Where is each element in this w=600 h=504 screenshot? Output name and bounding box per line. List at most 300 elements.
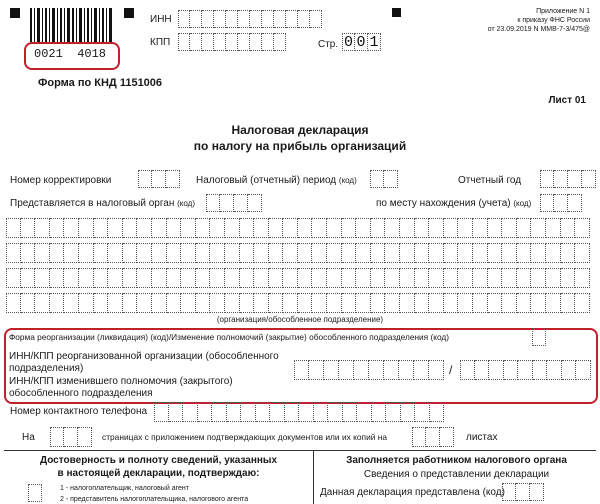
form-cell[interactable] (250, 33, 262, 51)
form-cell[interactable] (314, 402, 329, 422)
form-cell[interactable] (198, 402, 213, 422)
form-cell[interactable] (554, 194, 568, 212)
reorg-inn-cells[interactable] (294, 360, 444, 380)
correction-number-label: Номер корректировки (10, 175, 112, 186)
form-cell[interactable] (6, 243, 21, 263)
form-cell[interactable] (190, 10, 202, 28)
form-cell[interactable] (429, 218, 444, 238)
form-cell[interactable] (79, 243, 94, 263)
form-cell[interactable] (458, 268, 473, 288)
form-cell[interactable] (356, 243, 371, 263)
form-cell[interactable] (561, 293, 576, 313)
form-cell[interactable] (169, 402, 184, 422)
form-cell[interactable] (324, 360, 339, 380)
form-cell[interactable] (50, 427, 64, 447)
form-cell[interactable] (196, 293, 211, 313)
form-cell[interactable] (226, 33, 238, 51)
form-cell[interactable] (50, 293, 65, 313)
form-cell[interactable] (533, 360, 548, 380)
form-cell[interactable] (137, 293, 152, 313)
form-cell[interactable] (518, 360, 533, 380)
form-cell[interactable] (444, 268, 459, 288)
form-cell[interactable] (181, 218, 196, 238)
form-cell[interactable] (312, 293, 327, 313)
form-cell[interactable] (475, 360, 490, 380)
form-cell[interactable] (444, 243, 459, 263)
form-cell[interactable] (167, 218, 182, 238)
reporting-year-label: Отчетный год (458, 175, 522, 186)
form-cell[interactable] (400, 243, 415, 263)
form-cell[interactable] (181, 268, 196, 288)
form-cell[interactable] (415, 268, 430, 288)
form-cell[interactable] (283, 268, 298, 288)
phone-label: Номер контактного телефона (10, 406, 148, 417)
form-cell[interactable] (531, 268, 546, 288)
form-cell[interactable] (371, 218, 386, 238)
form-cell[interactable] (6, 293, 21, 313)
pages-prefix: На (22, 432, 35, 443)
form-cell[interactable] (152, 268, 167, 288)
form-cell[interactable] (547, 360, 562, 380)
form-cell[interactable] (517, 243, 532, 263)
form-cell[interactable] (196, 268, 211, 288)
form-cell[interactable] (562, 360, 577, 380)
tax-period-cells[interactable] (370, 170, 398, 188)
form-cell[interactable] (94, 268, 109, 288)
form-cell[interactable] (444, 218, 459, 238)
form-cell[interactable] (35, 268, 50, 288)
form-cell[interactable] (342, 268, 357, 288)
form-cell[interactable] (238, 33, 250, 51)
form-cell[interactable] (196, 243, 211, 263)
form-cell[interactable] (166, 170, 180, 188)
form-cell[interactable] (384, 360, 399, 380)
org-caption: (организация/обособленное подразделение) (216, 315, 384, 324)
form-cell[interactable] (269, 293, 284, 313)
form-cell[interactable] (531, 218, 546, 238)
form-cell[interactable] (354, 360, 369, 380)
form-cell[interactable] (488, 293, 503, 313)
form-cell[interactable] (546, 293, 561, 313)
form-cell[interactable] (415, 402, 430, 422)
form-cell[interactable] (21, 293, 36, 313)
form-cell[interactable] (298, 218, 313, 238)
form-cell[interactable] (240, 268, 255, 288)
form-cell[interactable] (415, 218, 430, 238)
form-cell[interactable] (400, 293, 415, 313)
form-cell[interactable] (430, 402, 445, 422)
form-cell[interactable] (283, 243, 298, 263)
form-cell[interactable] (254, 218, 269, 238)
tax-authority-code: (код) (177, 199, 195, 208)
authority-section-subtitle: Сведения о представлении декларации (363, 469, 550, 480)
inn-cells[interactable] (178, 10, 322, 28)
form-cell[interactable] (262, 33, 274, 51)
form-cell[interactable] (138, 170, 152, 188)
form-cell[interactable] (298, 10, 310, 28)
form-cell[interactable] (270, 402, 285, 422)
form-cell[interactable] (64, 427, 78, 447)
org-name-row-3[interactable] (6, 268, 590, 288)
form-cell[interactable] (274, 10, 286, 28)
form-cell[interactable] (540, 170, 554, 188)
form-cell[interactable] (210, 243, 225, 263)
changed-inn-label-2: обособленного подразделения (9, 388, 153, 399)
form-cell[interactable] (384, 170, 398, 188)
form-cell[interactable] (35, 218, 50, 238)
form-cell[interactable] (214, 10, 226, 28)
form-cell[interactable] (254, 268, 269, 288)
form-cell[interactable] (546, 218, 561, 238)
form-cell[interactable] (167, 243, 182, 263)
form-cell[interactable] (444, 293, 459, 313)
form-cell[interactable] (356, 268, 371, 288)
form-cell[interactable] (210, 218, 225, 238)
form-cell[interactable] (64, 218, 79, 238)
form-cell[interactable] (342, 243, 357, 263)
form-cell[interactable] (210, 293, 225, 313)
form-cell[interactable] (137, 268, 152, 288)
form-cell[interactable] (35, 293, 50, 313)
form-cell[interactable] (21, 218, 36, 238)
form-cell[interactable] (206, 194, 220, 212)
form-cell[interactable] (123, 293, 138, 313)
form-cell[interactable] (274, 33, 286, 51)
form-cell[interactable] (154, 402, 169, 422)
form-cell[interactable] (220, 194, 234, 212)
form-cell[interactable] (517, 218, 532, 238)
page-digit: 0 (355, 33, 368, 51)
form-cell[interactable] (152, 293, 167, 313)
form-cell[interactable] (254, 293, 269, 313)
form-cell[interactable] (568, 170, 582, 188)
inn-kpp-separator: / (449, 363, 453, 377)
form-cell[interactable] (473, 218, 488, 238)
form-cell[interactable] (561, 268, 576, 288)
form-cell[interactable] (6, 268, 21, 288)
form-cell[interactable] (502, 293, 517, 313)
form-cell[interactable] (327, 218, 342, 238)
form-cell[interactable] (298, 268, 313, 288)
tax-period-text: Налоговый (отчетный) период (196, 175, 337, 186)
form-cell[interactable] (504, 360, 519, 380)
pages-cells[interactable] (50, 427, 92, 447)
confirm-type-cell[interactable] (28, 484, 42, 502)
form-cell[interactable] (225, 243, 240, 263)
tax-authority-cells[interactable] (206, 194, 262, 212)
form-cell[interactable] (339, 360, 354, 380)
form-cell[interactable] (79, 268, 94, 288)
form-cell[interactable] (328, 402, 343, 422)
form-cell[interactable] (561, 243, 576, 263)
form-cell[interactable] (312, 243, 327, 263)
form-cell[interactable] (458, 293, 473, 313)
form-cell[interactable] (50, 268, 65, 288)
form-cell[interactable] (356, 293, 371, 313)
form-cell[interactable] (429, 293, 444, 313)
form-cell[interactable] (415, 243, 430, 263)
form-cell[interactable] (370, 170, 384, 188)
form-cell[interactable] (488, 218, 503, 238)
kpp-cells[interactable] (178, 33, 286, 51)
form-cell[interactable] (473, 293, 488, 313)
form-cell[interactable] (473, 243, 488, 263)
confirm-title-1: Достоверность и полноту сведений, указанных (39, 455, 278, 466)
reorg-kpp-cells[interactable] (460, 360, 591, 380)
form-cell[interactable] (214, 33, 226, 51)
form-cell[interactable] (502, 243, 517, 263)
form-cell[interactable] (426, 427, 440, 447)
form-cell[interactable] (369, 360, 384, 380)
kpp-label: КПП (150, 37, 171, 48)
form-cell[interactable] (357, 402, 372, 422)
form-cell[interactable] (530, 483, 544, 501)
form-cell[interactable] (238, 10, 250, 28)
form-cell[interactable] (108, 218, 123, 238)
form-cell[interactable] (50, 243, 65, 263)
form-cell[interactable] (269, 243, 284, 263)
form-cell[interactable] (489, 360, 504, 380)
form-cell[interactable] (225, 293, 240, 313)
form-cell[interactable] (250, 10, 262, 28)
submission-code-cells[interactable] (502, 483, 544, 501)
form-cell[interactable] (262, 10, 274, 28)
form-cell[interactable] (372, 402, 387, 422)
form-cell[interactable] (196, 218, 211, 238)
appendix-line-2: к приказу ФНС России (517, 17, 590, 24)
phone-cells[interactable] (154, 402, 444, 422)
form-cell[interactable] (429, 268, 444, 288)
form-cell[interactable] (356, 218, 371, 238)
form-cell[interactable] (269, 268, 284, 288)
form-cell[interactable] (227, 402, 242, 422)
form-cell[interactable] (108, 293, 123, 313)
form-cell[interactable] (429, 243, 444, 263)
form-cell[interactable] (458, 243, 473, 263)
form-cell[interactable] (386, 402, 401, 422)
form-cell[interactable] (327, 293, 342, 313)
page-number-cells (342, 33, 381, 51)
form-cell[interactable] (385, 218, 400, 238)
form-cell[interactable] (385, 293, 400, 313)
form-cell[interactable] (210, 268, 225, 288)
form-cell[interactable] (414, 360, 429, 380)
form-cell[interactable] (561, 218, 576, 238)
form-cell[interactable] (517, 293, 532, 313)
confirm-option-2: 2 - представитель налогоплательщика, налогового агента (60, 496, 249, 503)
form-cell[interactable] (183, 402, 198, 422)
confirm-option-1: 1 - налогоплательщик, налоговый агент (60, 485, 189, 492)
form-cell[interactable] (181, 243, 196, 263)
form-cell[interactable] (502, 483, 516, 501)
corner-marker-left (10, 8, 20, 18)
form-cell[interactable] (400, 218, 415, 238)
form-cell[interactable] (123, 218, 138, 238)
form-cell[interactable] (167, 293, 182, 313)
form-cell[interactable] (123, 243, 138, 263)
form-cell[interactable] (190, 33, 202, 51)
form-cell[interactable] (516, 483, 530, 501)
reorg-form-label: Форма реорганизации (ликвидация) (код)/Изменение полномочий (закрытие) обособленного подразделения (код) (9, 332, 450, 342)
reorg-form-cell[interactable] (532, 328, 546, 346)
form-cell[interactable] (35, 243, 50, 263)
form-cell[interactable] (517, 268, 532, 288)
form-cell[interactable] (202, 33, 214, 51)
org-name-row-2[interactable] (6, 243, 590, 263)
form-cell[interactable] (298, 293, 313, 313)
org-name-row-1[interactable] (6, 218, 590, 238)
attachments-cells[interactable] (412, 427, 454, 447)
form-cell[interactable] (269, 218, 284, 238)
location-label (376, 199, 531, 209)
form-cell[interactable] (167, 268, 182, 288)
form-cell[interactable] (286, 10, 298, 28)
form-cell[interactable] (241, 402, 256, 422)
form-cell[interactable] (312, 218, 327, 238)
form-cell[interactable] (94, 218, 109, 238)
form-cell[interactable] (225, 218, 240, 238)
form-cell[interactable] (152, 243, 167, 263)
location-cells[interactable] (540, 194, 582, 212)
form-cell[interactable] (108, 243, 123, 263)
form-cell[interactable] (178, 33, 190, 51)
form-cell[interactable] (298, 243, 313, 263)
form-cell[interactable] (371, 243, 386, 263)
form-cell[interactable] (327, 268, 342, 288)
form-cell[interactable] (240, 243, 255, 263)
form-cell[interactable] (371, 268, 386, 288)
form-cell[interactable] (78, 427, 92, 447)
form-cell[interactable] (502, 218, 517, 238)
form-cell[interactable] (385, 268, 400, 288)
form-cell[interactable] (123, 268, 138, 288)
form-cell[interactable] (283, 218, 298, 238)
corner-marker-top-right (392, 8, 401, 17)
changed-inn-label-1: ИНН/КПП изменившего полномочия (закрытого) (9, 376, 233, 387)
form-cell[interactable] (283, 293, 298, 313)
form-cell[interactable] (385, 243, 400, 263)
form-cell[interactable] (575, 218, 590, 238)
form-cell[interactable] (152, 218, 167, 238)
form-cell[interactable] (342, 293, 357, 313)
form-cell[interactable] (575, 293, 590, 313)
form-cell[interactable] (64, 243, 79, 263)
form-cell[interactable] (21, 243, 36, 263)
form-cell[interactable] (79, 218, 94, 238)
form-cell[interactable] (460, 360, 475, 380)
tax-authority-text: Представляется в налоговый орган (10, 198, 175, 209)
form-cell[interactable] (568, 194, 582, 212)
form-cell[interactable] (234, 194, 248, 212)
form-cell[interactable] (582, 170, 596, 188)
org-name-row-4[interactable] (6, 293, 590, 313)
reorg-inn-label-2: подразделения) (9, 363, 84, 374)
form-cell[interactable] (240, 218, 255, 238)
barcode-graphic (30, 8, 112, 44)
form-cell[interactable] (256, 402, 271, 422)
appendix-line-3: от 23.09.2019 N ММВ-7-3/475@ (487, 26, 590, 33)
form-cell[interactable] (429, 360, 444, 380)
form-cell[interactable] (488, 268, 503, 288)
form-cell[interactable] (94, 243, 109, 263)
form-cell[interactable] (371, 293, 386, 313)
form-cell[interactable] (240, 293, 255, 313)
form-cell[interactable] (473, 268, 488, 288)
form-cell[interactable] (343, 402, 358, 422)
form-cell[interactable] (152, 170, 166, 188)
form-cell[interactable] (546, 243, 561, 263)
form-cell[interactable] (576, 360, 591, 380)
authority-section-title: Заполняется работником налогового органа (346, 455, 567, 466)
form-cell[interactable] (575, 243, 590, 263)
form-cell[interactable] (178, 10, 190, 28)
form-cell[interactable] (94, 293, 109, 313)
tax-period-label (196, 176, 357, 186)
form-cell[interactable] (21, 268, 36, 288)
form-cell[interactable] (458, 218, 473, 238)
form-cell[interactable] (540, 194, 554, 212)
form-code: Форма по КНД 1151006 (38, 77, 163, 89)
form-cell[interactable] (137, 243, 152, 263)
form-cell[interactable] (64, 293, 79, 313)
form-cell[interactable] (554, 170, 568, 188)
form-cell[interactable] (181, 293, 196, 313)
form-cell[interactable] (415, 293, 430, 313)
form-cell[interactable] (285, 402, 300, 422)
form-cell[interactable] (212, 402, 227, 422)
form-cell[interactable] (310, 10, 322, 28)
sheet-label: Лист 01 (548, 95, 586, 106)
form-cell[interactable] (546, 268, 561, 288)
form-cell[interactable] (299, 402, 314, 422)
declaration-submitted-label: Данная декларация представлена (код) (320, 487, 505, 498)
location-text: по месту нахождения (учета) (376, 198, 511, 209)
form-cell[interactable] (342, 218, 357, 238)
form-cell[interactable] (6, 218, 21, 238)
reorg-inn-label-1: ИНН/КПП реорганизованной организации (обособленного (9, 351, 279, 362)
form-cell[interactable] (488, 243, 503, 263)
form-cell[interactable] (64, 268, 79, 288)
form-cell[interactable] (400, 268, 415, 288)
correction-number-cells[interactable] (138, 170, 180, 188)
form-cell[interactable] (79, 293, 94, 313)
form-cell[interactable] (309, 360, 324, 380)
pages-suffix: листах (466, 432, 498, 443)
page-label: Стр. (318, 39, 339, 50)
form-cell[interactable] (502, 268, 517, 288)
form-cell[interactable] (137, 218, 152, 238)
form-cell[interactable] (108, 268, 123, 288)
form-cell[interactable] (294, 360, 309, 380)
reporting-year-cells[interactable] (540, 170, 596, 188)
form-cell[interactable] (248, 194, 262, 212)
form-cell[interactable] (50, 218, 65, 238)
form-cell[interactable] (226, 10, 238, 28)
form-cell[interactable] (531, 243, 546, 263)
form-cell[interactable] (440, 427, 454, 447)
form-cell[interactable] (254, 243, 269, 263)
form-cell[interactable] (225, 268, 240, 288)
form-cell[interactable] (412, 427, 426, 447)
appendix-line-1: Приложение N 1 (536, 8, 590, 15)
form-cell[interactable] (575, 268, 590, 288)
form-cell[interactable] (531, 293, 546, 313)
form-cell[interactable] (312, 268, 327, 288)
form-cell[interactable] (399, 360, 414, 380)
form-cell[interactable] (202, 10, 214, 28)
form-cell[interactable] (327, 243, 342, 263)
form-cell[interactable] (401, 402, 416, 422)
